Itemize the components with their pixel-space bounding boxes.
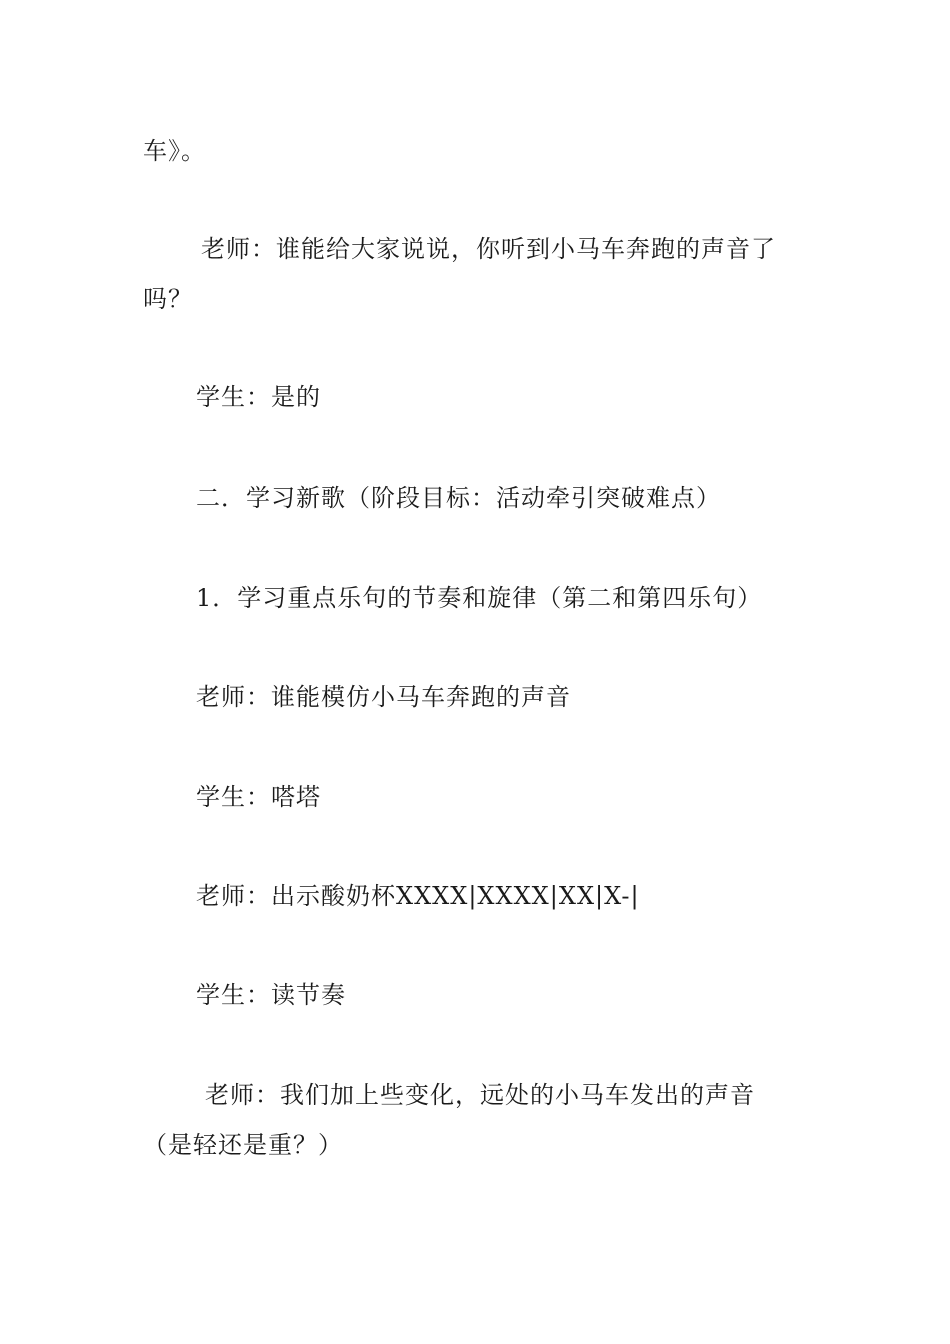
paragraph-line: 老师：我们加上些变化，远处的小马车发出的声音 xyxy=(205,1081,755,1109)
paragraph-line: 学生：读节奏 xyxy=(196,981,346,1009)
paragraph-line: 学生：是的 xyxy=(196,383,321,411)
paragraph-line: 老师：谁能给大家说说，你听到小马车奔跑的声音了 xyxy=(201,235,776,263)
paragraph-line: （是轻还是重？） xyxy=(143,1131,343,1159)
paragraph-line: 吗？ xyxy=(143,285,193,313)
paragraph-line: 老师：谁能模仿小马车奔跑的声音 xyxy=(196,683,571,711)
paragraph-line: 车》。 xyxy=(143,137,206,165)
paragraph-line: 学生：嗒塔 xyxy=(196,783,321,811)
subsection-heading: 1．学习重点乐句的节奏和旋律（第二和第四乐句） xyxy=(196,584,763,612)
section-heading: 二．学习新歌（阶段目标：活动牵引突破难点） xyxy=(196,484,721,512)
paragraph-line: 老师：出示酸奶杯XXXX|XXXX|XX|X-| xyxy=(196,882,640,910)
